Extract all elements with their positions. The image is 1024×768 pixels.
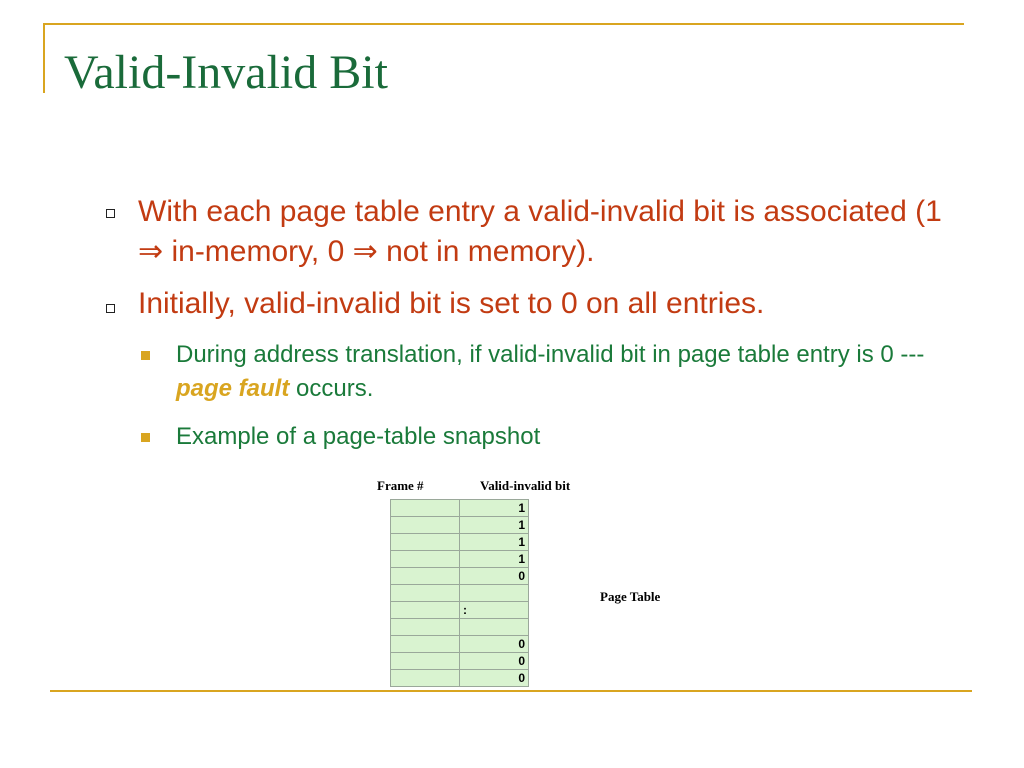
table-row — [391, 619, 529, 636]
left-rule — [43, 23, 45, 93]
frame-cell — [391, 636, 460, 653]
valid-invalid-bit-header: Valid-invalid bit — [480, 478, 571, 493]
table-row — [391, 534, 529, 551]
valid-bit-cell — [460, 619, 529, 636]
solid-square-bullet-icon — [141, 433, 150, 442]
sub-bullet-text: During address translation, if valid-invalid bit in page table entry is 0 --- — [176, 341, 925, 368]
frame-cell — [391, 568, 460, 585]
page-fault-emphasis: page fault — [176, 375, 290, 402]
frame-cell — [391, 500, 460, 517]
table-row — [391, 670, 529, 687]
table-row — [391, 653, 529, 670]
frame-cell — [391, 551, 460, 568]
bullet-initial-value: Initially, valid-invalid bit is set to 0 on all entries. — [138, 287, 765, 320]
page-table-figure — [390, 499, 529, 687]
frame-cell — [391, 517, 460, 534]
frame-cell — [391, 602, 460, 619]
hollow-square-bullet-icon — [106, 209, 115, 218]
sub-bullet-text-end: occurs. — [289, 375, 374, 402]
valid-bit-cell: : — [460, 602, 529, 619]
valid-bit-cell: 1 — [460, 517, 529, 534]
frame-cell — [391, 619, 460, 636]
sub-bullet-example: Example of a page-table snapshot — [176, 423, 541, 450]
frame-cell — [391, 585, 460, 602]
solid-square-bullet-icon — [141, 351, 150, 360]
frame-cell — [391, 534, 460, 551]
bottom-rule — [50, 690, 972, 692]
table-row — [391, 602, 529, 619]
frame-cell — [391, 653, 460, 670]
valid-bit-cell: 1 — [460, 500, 529, 517]
table-row — [391, 517, 529, 534]
bullet-valid-invalid-association: With each page table entry a valid-invalid bit is associated (1 ⇒ in-memory, 0 ⇒ not in memory). — [138, 195, 942, 268]
valid-bit-cell: 0 — [460, 636, 529, 653]
frame-number-header: Frame # — [377, 478, 424, 493]
valid-bit-cell: 1 — [460, 551, 529, 568]
table-row — [391, 551, 529, 568]
valid-bit-cell: 1 — [460, 534, 529, 551]
valid-bit-cell: 0 — [460, 568, 529, 585]
slide-title: Valid-Invalid Bit — [64, 46, 388, 99]
valid-bit-cell: 0 — [460, 670, 529, 687]
table-row — [391, 636, 529, 653]
valid-bit-cell — [460, 585, 529, 602]
hollow-square-bullet-icon — [106, 304, 115, 313]
table-row — [391, 585, 529, 602]
table-row — [391, 568, 529, 585]
top-rule — [43, 23, 964, 25]
valid-bit-cell: 0 — [460, 653, 529, 670]
sub-bullet-address-translation — [176, 338, 956, 406]
page-table-label: Page Table — [600, 589, 661, 604]
table-row — [391, 500, 529, 517]
frame-cell — [391, 670, 460, 687]
